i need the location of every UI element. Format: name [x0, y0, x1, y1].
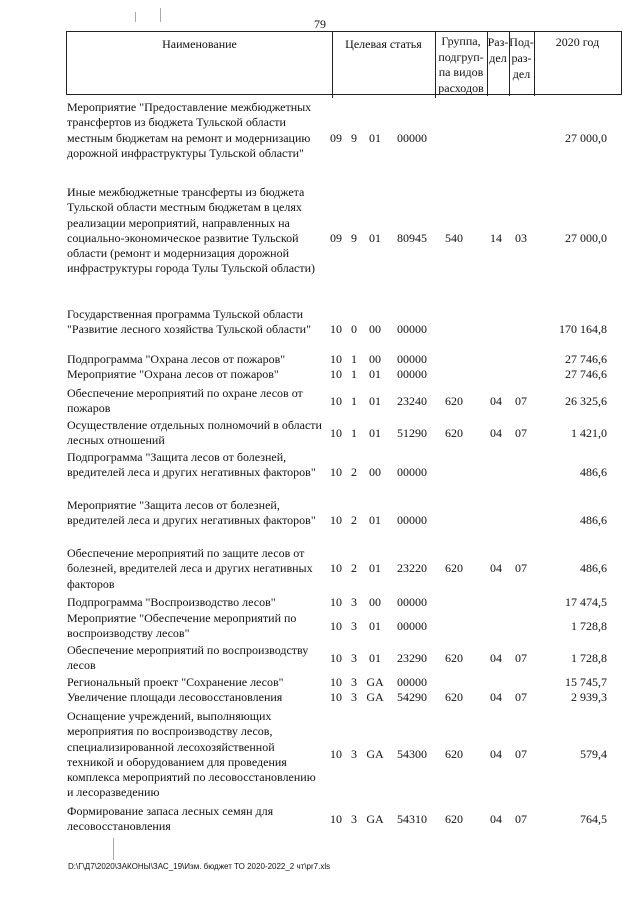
row-c3: 01: [369, 393, 381, 408]
row-sub: 03: [515, 230, 527, 245]
row-c2: 3: [351, 675, 357, 689]
row-sec: 04: [490, 690, 502, 704]
row-c4: 00000: [397, 465, 427, 480]
row-c3: GA: [366, 690, 384, 704]
page-number: 79: [314, 17, 326, 31]
row-c2: 3: [351, 690, 357, 704]
header-group: Группа, подгруп- па видов расходов: [435, 32, 488, 96]
row-amount: 486,6: [580, 513, 607, 528]
row-amount: 26 325,6: [565, 393, 607, 408]
row-amount: 170 164,8: [559, 322, 607, 337]
row-c1: 10: [330, 322, 342, 337]
row-c2: 9: [351, 230, 357, 245]
row-grp: 620: [445, 650, 463, 665]
row-c2: 2: [351, 465, 357, 480]
row-grp: 620: [445, 561, 463, 576]
row-amount: 579,4: [580, 747, 607, 762]
row-name: Осуществление отдельных полномочий в области лесных отношений: [67, 418, 322, 448]
row-amount: 27 000,0: [565, 230, 607, 245]
row-c2: 3: [351, 595, 357, 609]
scan-mark: [113, 838, 114, 860]
row-name: Подпрограмма "Охрана лесов от пожаров": [67, 352, 286, 366]
row-grp: 620: [445, 690, 463, 704]
header-target: Целевая статья: [332, 32, 436, 98]
row-c1: 10: [330, 675, 342, 689]
row-sec: 04: [490, 393, 502, 408]
row-c2: 1: [351, 425, 357, 440]
header-name: Наименование: [67, 32, 333, 98]
row-amount: 1 421,0: [571, 425, 607, 440]
row-amount: 27 000,0: [565, 130, 607, 145]
row-amount: 764,5: [580, 811, 607, 826]
row-c1: 10: [330, 367, 342, 381]
row-c3: 01: [369, 367, 381, 381]
row-c2: 1: [351, 367, 357, 381]
row-amount: 27 746,6: [565, 352, 607, 366]
row-c4: 00000: [397, 618, 427, 633]
row-name: Иные межбюджетные трансферты из бюджета Тульской области местным бюджетам в целях реализации мероприятий, направленных на социально-экономическое развитие Тульской области (ремонт и модернизация дорожной инфраструктуры города Тулы Тульской области): [67, 185, 316, 276]
header-section: Раз- дел: [487, 32, 510, 96]
row-c3: GA: [366, 747, 384, 762]
row-grp: 620: [445, 393, 463, 408]
row-c1: 10: [330, 618, 342, 633]
row-c2: 1: [351, 393, 357, 408]
row-c3: 01: [369, 650, 381, 665]
row-amount: 1 728,8: [571, 618, 607, 633]
row-name: Формирование запаса лесных семян для лесовосстановления: [67, 804, 274, 834]
row-grp: 540: [445, 230, 463, 245]
scan-mark: [160, 8, 161, 22]
row-c2: 3: [351, 618, 357, 633]
row-sub: 07: [515, 747, 527, 762]
row-c4: 23240: [397, 393, 427, 408]
row-c3: 00: [369, 322, 381, 337]
row-c2: 3: [351, 747, 357, 762]
row-amount: 1 728,8: [571, 650, 607, 665]
row-name: Мероприятие "Обеспечение мероприятий по воспроизводству лесов": [67, 611, 297, 641]
row-sub: 07: [515, 393, 527, 408]
row-grp: 620: [445, 811, 463, 826]
row-c3: 01: [369, 618, 381, 633]
row-amount: 27 746,6: [565, 367, 607, 381]
row-grp: 620: [445, 747, 463, 762]
row-sec: 04: [490, 425, 502, 440]
row-c2: 1: [351, 352, 357, 366]
row-sec: 04: [490, 650, 502, 665]
row-name: Обеспечение мероприятий по защите лесов от болезней, вредителей леса и других негативных факторов: [67, 546, 313, 591]
header-subsection: Под- раз- дел: [509, 32, 535, 96]
row-c2: 2: [351, 513, 357, 528]
row-c4: 51290: [397, 425, 427, 440]
row-name: Мероприятие "Охрана лесов от пожаров": [67, 367, 279, 381]
row-c1: 10: [330, 465, 342, 480]
row-c1: 10: [330, 513, 342, 528]
row-c3: 01: [369, 130, 381, 145]
row-name: Увеличение площади лесовосстановления: [67, 690, 283, 704]
row-c3: 00: [369, 352, 381, 366]
row-sec: 04: [490, 811, 502, 826]
row-c1: 09: [330, 130, 342, 145]
row-c4: 00000: [397, 595, 427, 609]
row-c1: 09: [330, 230, 342, 245]
row-c2: 0: [351, 322, 357, 337]
row-c1: 10: [330, 425, 342, 440]
row-name: Обеспечение мероприятий по охране лесов от пожаров: [67, 386, 303, 416]
row-c4: 23220: [397, 561, 427, 576]
row-c2: 2: [351, 561, 357, 576]
row-c4: 00000: [397, 513, 427, 528]
row-name: Подпрограмма "Воспроизводство лесов": [67, 595, 276, 609]
row-c3: GA: [366, 675, 384, 689]
row-amount: 486,6: [580, 561, 607, 576]
row-c1: 10: [330, 690, 342, 704]
row-amount: 15 745,7: [565, 675, 607, 689]
row-c4: 00000: [397, 322, 427, 337]
row-sec: 04: [490, 561, 502, 576]
table-header: [66, 31, 622, 95]
row-amount: 486,6: [580, 465, 607, 480]
header-year: 2020 год: [555, 35, 600, 49]
row-c4: 80945: [397, 230, 427, 245]
row-c4: 00000: [397, 352, 427, 366]
row-c3: 00: [369, 595, 381, 609]
row-c4: 00000: [397, 130, 427, 145]
row-name: Оснащение учреждений, выполняющих мероприятия по воспроизводству лесов, специализированной лесохозяйственной техникой и оборудованием для проведения комплекса мероприятий по лесовосстановлению и лесоразведению: [67, 709, 316, 800]
row-name: Государственная программа Тульской области "Развитие лесного хозяйства Тульской области": [67, 307, 311, 337]
row-name: Обеспечение мероприятий по воспроизводству лесов: [67, 643, 309, 673]
row-c2: 3: [351, 811, 357, 826]
row-sub: 07: [515, 425, 527, 440]
row-sub: 07: [515, 561, 527, 576]
scan-mark: [135, 12, 136, 22]
row-c2: 3: [351, 650, 357, 665]
file-path-footer: D:\Г\Д7\2020\ЗАКОНЫ\ЗАС_19\Изм. бюджет ТО 2020-2022_2 чт\pr7.xls: [68, 862, 331, 871]
row-sec: 14: [490, 230, 502, 245]
row-amount: 17 474,5: [565, 595, 607, 609]
row-c3: 01: [369, 230, 381, 245]
row-c4: 54310: [397, 811, 427, 826]
row-c3: 01: [369, 425, 381, 440]
row-sec: 04: [490, 747, 502, 762]
row-sub: 07: [515, 811, 527, 826]
row-c4: 54290: [397, 690, 427, 704]
row-c4: 54300: [397, 747, 427, 762]
row-c1: 10: [330, 561, 342, 576]
row-c3: GA: [366, 811, 384, 826]
row-name: Подпрограмма "Защита лесов от болезней, вредителей леса и других негативных факторов": [67, 450, 316, 480]
row-c2: 9: [351, 130, 357, 145]
row-c1: 10: [330, 352, 342, 366]
row-sub: 07: [515, 690, 527, 704]
row-grp: 620: [445, 425, 463, 440]
row-amount: 2 939,3: [571, 690, 607, 704]
row-name: Мероприятие "Защита лесов от болезней, вредителей леса и других негативных факторов": [67, 498, 316, 528]
row-c4: 00000: [397, 367, 427, 381]
row-c3: 01: [369, 513, 381, 528]
row-c4: 23290: [397, 650, 427, 665]
row-name: Региональный проект "Сохранение лесов": [67, 675, 284, 689]
row-c1: 10: [330, 393, 342, 408]
row-sub: 07: [515, 650, 527, 665]
row-name: Мероприятие "Предоставление межбюджетных трансфертов из бюджета Тульской области местным бюджетам на ремонт и модернизацию дорожной инфраструктуры Тульской области": [67, 100, 312, 160]
row-c3: 01: [369, 561, 381, 576]
row-c1: 10: [330, 595, 342, 609]
row-c4: 00000: [397, 675, 427, 689]
row-c1: 10: [330, 650, 342, 665]
row-c3: 00: [369, 465, 381, 480]
row-c1: 10: [330, 811, 342, 826]
row-c1: 10: [330, 747, 342, 762]
